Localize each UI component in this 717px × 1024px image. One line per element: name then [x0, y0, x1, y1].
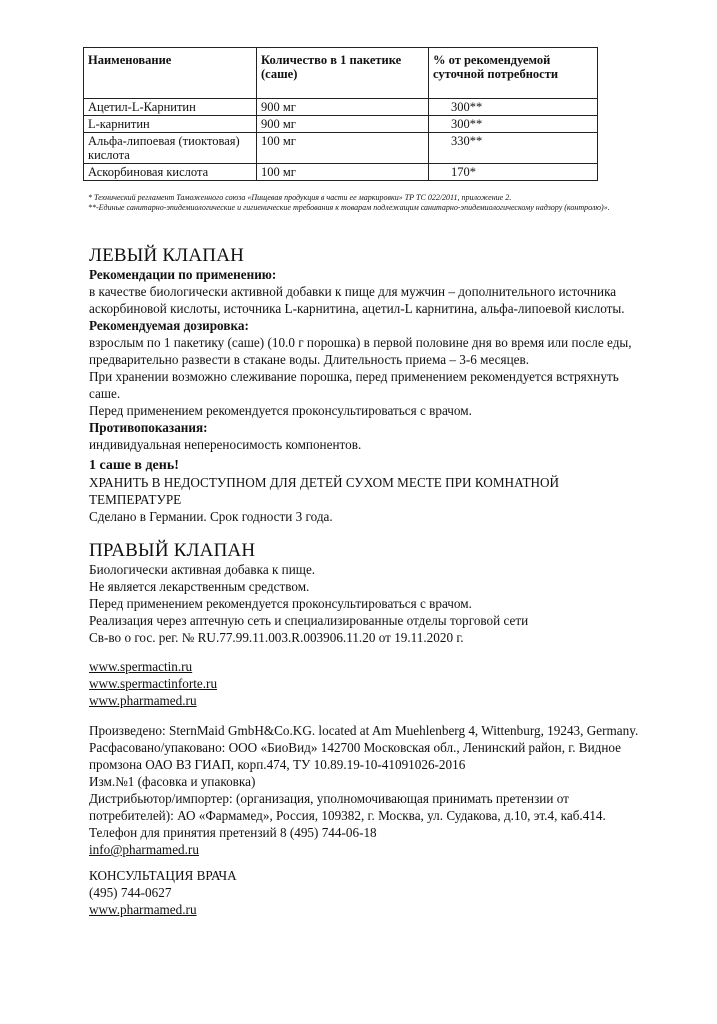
- made-in-text: Сделано в Германии. Срок годности 3 года.: [89, 509, 333, 524]
- consult-site-link[interactable]: www.pharmamed.ru: [89, 902, 197, 917]
- link-spermactin[interactable]: www.spermactin.ru: [89, 659, 193, 674]
- change-note: Изм.№1 (фасовка и упаковка): [89, 774, 256, 789]
- header-amount: Количество в 1 пакетике (саше): [257, 48, 429, 99]
- recommendations-heading: Рекомендации по применению:: [89, 267, 277, 282]
- left-flap-title: ЛЕВЫЙ КЛАПАН: [89, 245, 245, 266]
- cell-percent: 300**: [429, 116, 598, 133]
- cell-name: Ацетил-L-Карнитин: [84, 99, 257, 116]
- producer-text: Произведено: SternMaid GmbH&Co.KG. located at Am Muehlenberg 4, Wittenburg, 19243, Germany.: [89, 723, 639, 738]
- storage-block: [89, 457, 669, 525]
- table-row: [84, 164, 598, 181]
- cell-amount: 900 мг: [257, 116, 429, 133]
- right-flap-text: Биологически активная добавка к пище.: [89, 562, 316, 577]
- dosage-text: взрослым по 1 пакетику (саше) (10.0 г порошка) в первой половине дня во время или после еды,: [89, 335, 632, 350]
- right-flap-text: Перед применением рекомендуется проконсультироваться с врачом.: [89, 596, 472, 611]
- right-flap-body: [89, 561, 669, 646]
- cell-percent: 330**: [429, 133, 598, 164]
- registration-text: Св-во о гос. рег. № RU.77.99.11.003.R.003906.11.20 от 19.11.2020 г.: [89, 630, 464, 645]
- links-block: [89, 658, 669, 709]
- right-flap-text: Не является лекарственным средством.: [89, 579, 310, 594]
- storage-text: ТЕМПЕРАТУРЕ: [89, 492, 182, 507]
- table-header-row: [84, 48, 598, 99]
- dosage-heading: Рекомендуемая дозировка:: [89, 318, 249, 333]
- dosage-text: предварительно развести в стакане воды. Длительность приема – 3-6 месяцев.: [89, 352, 530, 367]
- dosage-text: саше.: [89, 386, 121, 401]
- header-name: Наименование: [84, 48, 257, 99]
- consult-title: КОНСУЛЬТАЦИЯ ВРАЧА: [89, 868, 237, 883]
- daily-dose: 1 саше в день!: [89, 458, 179, 473]
- packer-text: промзона ОАО ВЗ ГИАП, корп.474, ТУ 10.89.19-10-41091026-2016: [89, 757, 466, 772]
- distributor-text: потребителей): АО «Фармамед», Россия, 109382, г. Москва, ул. Судакова, д.10, эт.4, каб.414.: [89, 808, 606, 823]
- recommendations-text: аскорбиновой кислоты, источника L-карнитина, ацетил-L карнитина, альфа-липоевой кислоты.: [89, 301, 625, 316]
- right-flap-title: ПРАВЫЙ КЛАПАН: [89, 540, 256, 561]
- storage-text: ХРАНИТЬ В НЕДОСТУПНОМ ДЛЯ ДЕТЕЙ СУХОМ МЕСТЕ ПРИ КОМНАТНОЙ: [89, 475, 560, 490]
- consult-block: [89, 867, 669, 918]
- cell-percent: 300**: [429, 99, 598, 116]
- cell-amount: 100 мг: [257, 164, 429, 181]
- nutrition-table: [83, 47, 598, 181]
- cell-name: Аскорбиновая кислота: [84, 164, 257, 181]
- right-flap-text: Реализация через аптечную сеть и специализированные отделы торговой сети: [89, 613, 529, 628]
- dosage-text: При хранении возможно слеживание порошка, перед применением рекомендуется встряхнуть: [89, 369, 619, 384]
- consult-phone: (495) 744-0627: [89, 885, 172, 900]
- contraindications-heading: Противопоказания:: [89, 420, 208, 435]
- cell-amount: 100 мг: [257, 133, 429, 164]
- claims-phone: Телефон для принятия претензий 8 (495) 744-06-18: [89, 825, 377, 840]
- table-row: [84, 116, 598, 133]
- table-row: [84, 133, 598, 164]
- distributor-text: Дистрибьютор/импортер: (организация, уполномочивающая принимать претензии от: [89, 791, 569, 806]
- cell-name: Альфа-липоевая (тиоктовая) кислота: [84, 133, 257, 164]
- contraindications-text: индивидуальная непереносимость компонентов.: [89, 437, 362, 452]
- cell-percent: 170*: [429, 164, 598, 181]
- packer-text: Расфасовано/упаковано: ООО «БиоВид» 142700 Московская обл., Ленинский район, г. Видное: [89, 740, 622, 755]
- footnote-2: **-Единые санитарно-эпидемиологические и гигиенические требования к товарам подлежащим санитарно-эпидемиологическому надзору (контролю)».: [88, 203, 610, 212]
- header-percent: % от рекомендуемой суточной потребности: [429, 48, 598, 99]
- left-flap-body: [89, 266, 669, 453]
- cell-amount: 900 мг: [257, 99, 429, 116]
- footnote-1: * Технический регламент Таможенного союза «Пищевая продукция в части ее маркировки» ТР ТС 022/2011, приложение 2.: [88, 193, 512, 202]
- link-spermactinforte[interactable]: www.spermactinforte.ru: [89, 676, 218, 691]
- link-pharmamed[interactable]: www.pharmamed.ru: [89, 693, 197, 708]
- email-link[interactable]: info@pharmamed.ru: [89, 842, 199, 857]
- producer-block: [89, 722, 669, 858]
- cell-name: L-карнитин: [84, 116, 257, 133]
- dosage-text: Перед применением рекомендуется проконсультироваться с врачом.: [89, 403, 472, 418]
- recommendations-text: в качестве биологически активной добавки к пище для мужчин – дополнительного источника: [89, 284, 617, 299]
- table-row: [84, 99, 598, 116]
